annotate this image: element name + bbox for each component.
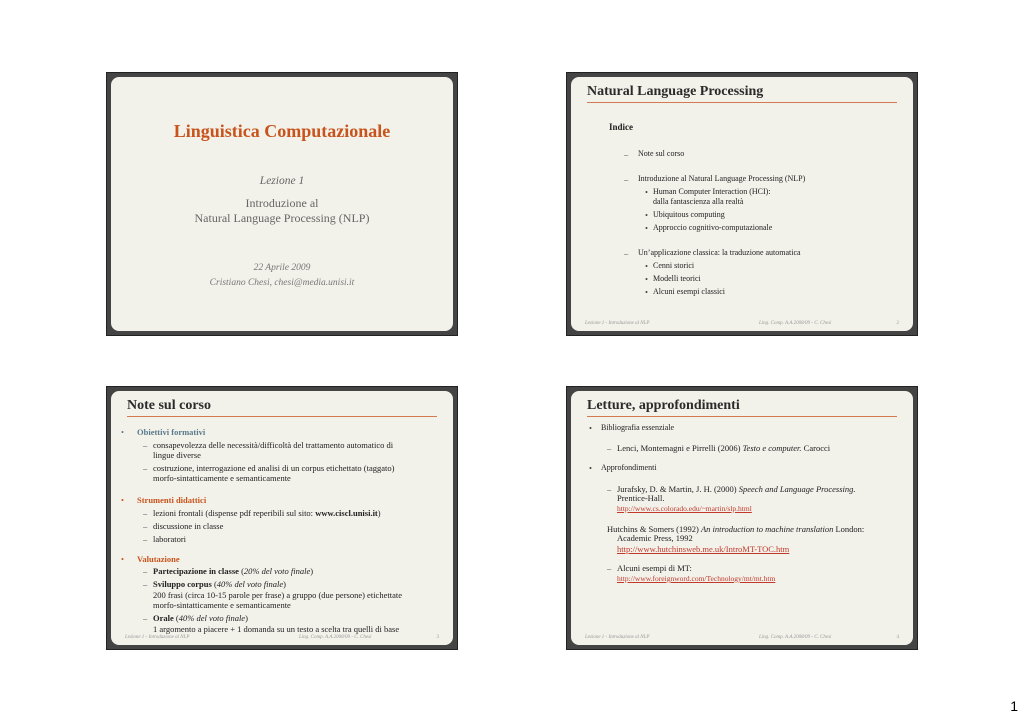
text-line: 1 argomento a piacere + 1 domanda su un testo a scelta tra quelli di base bbox=[153, 624, 400, 634]
index-subitem: Human Computer Interaction (HCI): bbox=[653, 187, 771, 196]
dash-marker: – bbox=[624, 248, 629, 258]
dash-marker: – bbox=[607, 443, 612, 453]
dash-marker: – bbox=[607, 563, 612, 573]
title-rule bbox=[587, 416, 897, 417]
slide-2-body bbox=[571, 77, 913, 331]
slide-2-title: Natural Language Processing bbox=[587, 84, 764, 99]
text-line: consapevolezza delle necessità/difficoltà del trattamento automatico di bbox=[153, 440, 394, 450]
text-part: lezioni frontali (dispense pdf reperibili sul sito: bbox=[153, 508, 316, 518]
slide-4-title: Letture, approfondimenti bbox=[587, 398, 740, 413]
index-item: Un’applicazione classica: la traduzione automatica bbox=[638, 248, 801, 257]
bullet-marker: • bbox=[121, 554, 124, 564]
author-line: Cristiano Chesi, chesi@media.unisi.it bbox=[209, 278, 355, 288]
reference-link[interactable]: http://www.cs.colorado.edu/~martin/slp.html bbox=[617, 504, 752, 513]
text-italic: 40% del voto finale bbox=[216, 579, 284, 589]
text-part: ) bbox=[377, 508, 381, 518]
slide-2 bbox=[566, 72, 918, 336]
text-line bbox=[617, 443, 830, 454]
footer-left: Lezione 1 - Introduzione al NLP bbox=[125, 635, 190, 640]
dash-marker: – bbox=[143, 521, 148, 531]
text-line: lingue diverse bbox=[153, 450, 201, 460]
slide-1-body bbox=[111, 77, 453, 331]
text-line: Sviluppo corpus (40% del voto finale) bbox=[153, 579, 286, 589]
dash-marker: – bbox=[143, 440, 148, 450]
footer-center: Ling. Comp. A.A.2008/09 - C. Chesi bbox=[299, 635, 372, 640]
slide-1 bbox=[106, 72, 458, 336]
reference-link[interactable]: http://www.hutchinsweb.me.uk/IntroMT-TOC.htm bbox=[617, 544, 790, 554]
text-part: Carocci bbox=[801, 443, 831, 453]
bullet-marker: • bbox=[645, 261, 648, 271]
text-line: Academic Press, 1992 bbox=[617, 533, 693, 543]
slide-3-body bbox=[111, 391, 453, 645]
dash-marker: – bbox=[624, 149, 629, 159]
text-italic: Testo e computer. bbox=[742, 443, 802, 453]
section-heading: Obiettivi formativi bbox=[137, 427, 206, 437]
bullet-marker: • bbox=[645, 274, 648, 284]
bullet-marker: • bbox=[645, 287, 648, 297]
text-part: Hutchins & Somers (1992) bbox=[607, 524, 701, 534]
bullet-marker: • bbox=[121, 495, 124, 505]
text-line: Orale (40% del voto finale) bbox=[153, 613, 248, 623]
dash-marker: – bbox=[624, 174, 629, 184]
text-italic: 40% del voto finale bbox=[178, 613, 246, 623]
index-subitem: Approccio cognitivo-computazionale bbox=[653, 223, 773, 232]
text-line: Partecipazione in classe (20% del voto finale) bbox=[153, 566, 314, 576]
index-label: Indice bbox=[609, 122, 634, 132]
course-site: www.ciscl.unisi.it bbox=[315, 508, 378, 518]
index-subitem: Modelli teorici bbox=[653, 274, 701, 283]
index-item: Introduzione al Natural Language Processing (NLP) bbox=[638, 174, 806, 183]
section-heading: Strumenti didattici bbox=[137, 495, 207, 505]
text-line bbox=[153, 508, 381, 519]
dash-marker: – bbox=[143, 508, 148, 518]
lesson-label: Lezione 1 bbox=[259, 175, 305, 187]
footer-page: 4 bbox=[896, 635, 899, 640]
footer-center: Ling. Comp. A.A.2008/09 - C. Chesi bbox=[759, 321, 832, 326]
text-part: Jurafsky, D. & Martin, J. H. (2000) bbox=[617, 484, 739, 494]
bullet-marker: • bbox=[589, 423, 592, 433]
section-heading: Valutazione bbox=[137, 554, 180, 564]
bullet-marker: • bbox=[645, 187, 648, 197]
index-subitem: Cenni storici bbox=[653, 261, 695, 270]
reference-link[interactable]: http://www.foreignword.com/Technology/mt/mt.htm bbox=[617, 574, 776, 583]
text-bold: Sviluppo corpus bbox=[153, 579, 212, 589]
footer-page: 3 bbox=[436, 635, 439, 640]
text-italic: An introduction to machine translation bbox=[700, 524, 834, 534]
text-line: laboratori bbox=[153, 534, 187, 544]
footer-left: Lezione 1 - Introduzione al NLP bbox=[585, 321, 650, 326]
text-part: London: bbox=[833, 524, 865, 534]
date-author bbox=[111, 261, 453, 291]
dash-marker: – bbox=[607, 484, 612, 494]
bullet-marker: • bbox=[645, 223, 648, 233]
lesson-subtitle bbox=[111, 196, 453, 226]
index-subitem: dalla fantascienza alla realtà bbox=[653, 197, 744, 206]
footer-left: Lezione 1 - Introduzione al NLP bbox=[585, 635, 650, 640]
text-bold: Partecipazione in classe bbox=[153, 566, 239, 576]
title-rule bbox=[127, 416, 437, 417]
bullet-marker: • bbox=[121, 427, 124, 437]
text-line: Approfondimenti bbox=[601, 463, 657, 472]
slide-3-title: Note sul corso bbox=[127, 398, 211, 413]
title-rule bbox=[587, 102, 897, 103]
subtitle-line-1: Introduzione al bbox=[245, 196, 319, 210]
text-part: Lenci, Montemagni e Pirrelli (2006) bbox=[617, 443, 743, 453]
dash-marker: – bbox=[143, 534, 148, 544]
footer-center: Ling. Comp. A.A.2008/09 - C. Chesi bbox=[759, 635, 832, 640]
text-line: Bibliografia essenziale bbox=[601, 423, 675, 432]
dash-marker: – bbox=[143, 566, 148, 576]
bullet-marker: • bbox=[645, 210, 648, 220]
text-line: costruzione, interrogazione ed analisi di un corpus etichettato (taggato) bbox=[153, 463, 395, 473]
dash-marker: – bbox=[143, 613, 148, 623]
footer-page: 2 bbox=[896, 321, 899, 326]
dash-marker: – bbox=[143, 463, 148, 473]
index-item: Note sul corso bbox=[638, 149, 685, 158]
text-line: Alcuni esempi di MT: bbox=[617, 563, 692, 573]
text-italic: Speech and Language Processing. bbox=[738, 484, 856, 494]
text-line: morfo-sintatticamente e semanticamente bbox=[153, 600, 291, 610]
slide-3 bbox=[106, 386, 458, 650]
index-subitem: Alcuni esempi classici bbox=[653, 287, 725, 296]
slide-4 bbox=[566, 386, 918, 650]
bullet-marker: • bbox=[589, 463, 592, 473]
text-line: Prentice-Hall. bbox=[617, 493, 665, 503]
lesson-date: 22 Aprile 2009 bbox=[253, 263, 311, 273]
index-subitem: Ubiquitous computing bbox=[653, 210, 725, 219]
slide-4-body bbox=[571, 391, 913, 645]
text-bold: Orale bbox=[153, 613, 174, 623]
text-line: 200 frasi (circa 10-15 parole per frase) a gruppo (due persone) etichettate bbox=[153, 590, 402, 600]
dash-marker: – bbox=[143, 579, 148, 589]
page-number: 1 bbox=[1010, 698, 1018, 714]
subtitle-line-2: Natural Language Processing (NLP) bbox=[194, 211, 370, 225]
text-italic: 20% del voto finale bbox=[243, 566, 311, 576]
slide-1-title: Linguistica Computazionale bbox=[173, 121, 391, 141]
text-line: morfo-sintatticamente e semanticamente bbox=[153, 473, 291, 483]
text-line: discussione in classe bbox=[153, 521, 224, 531]
